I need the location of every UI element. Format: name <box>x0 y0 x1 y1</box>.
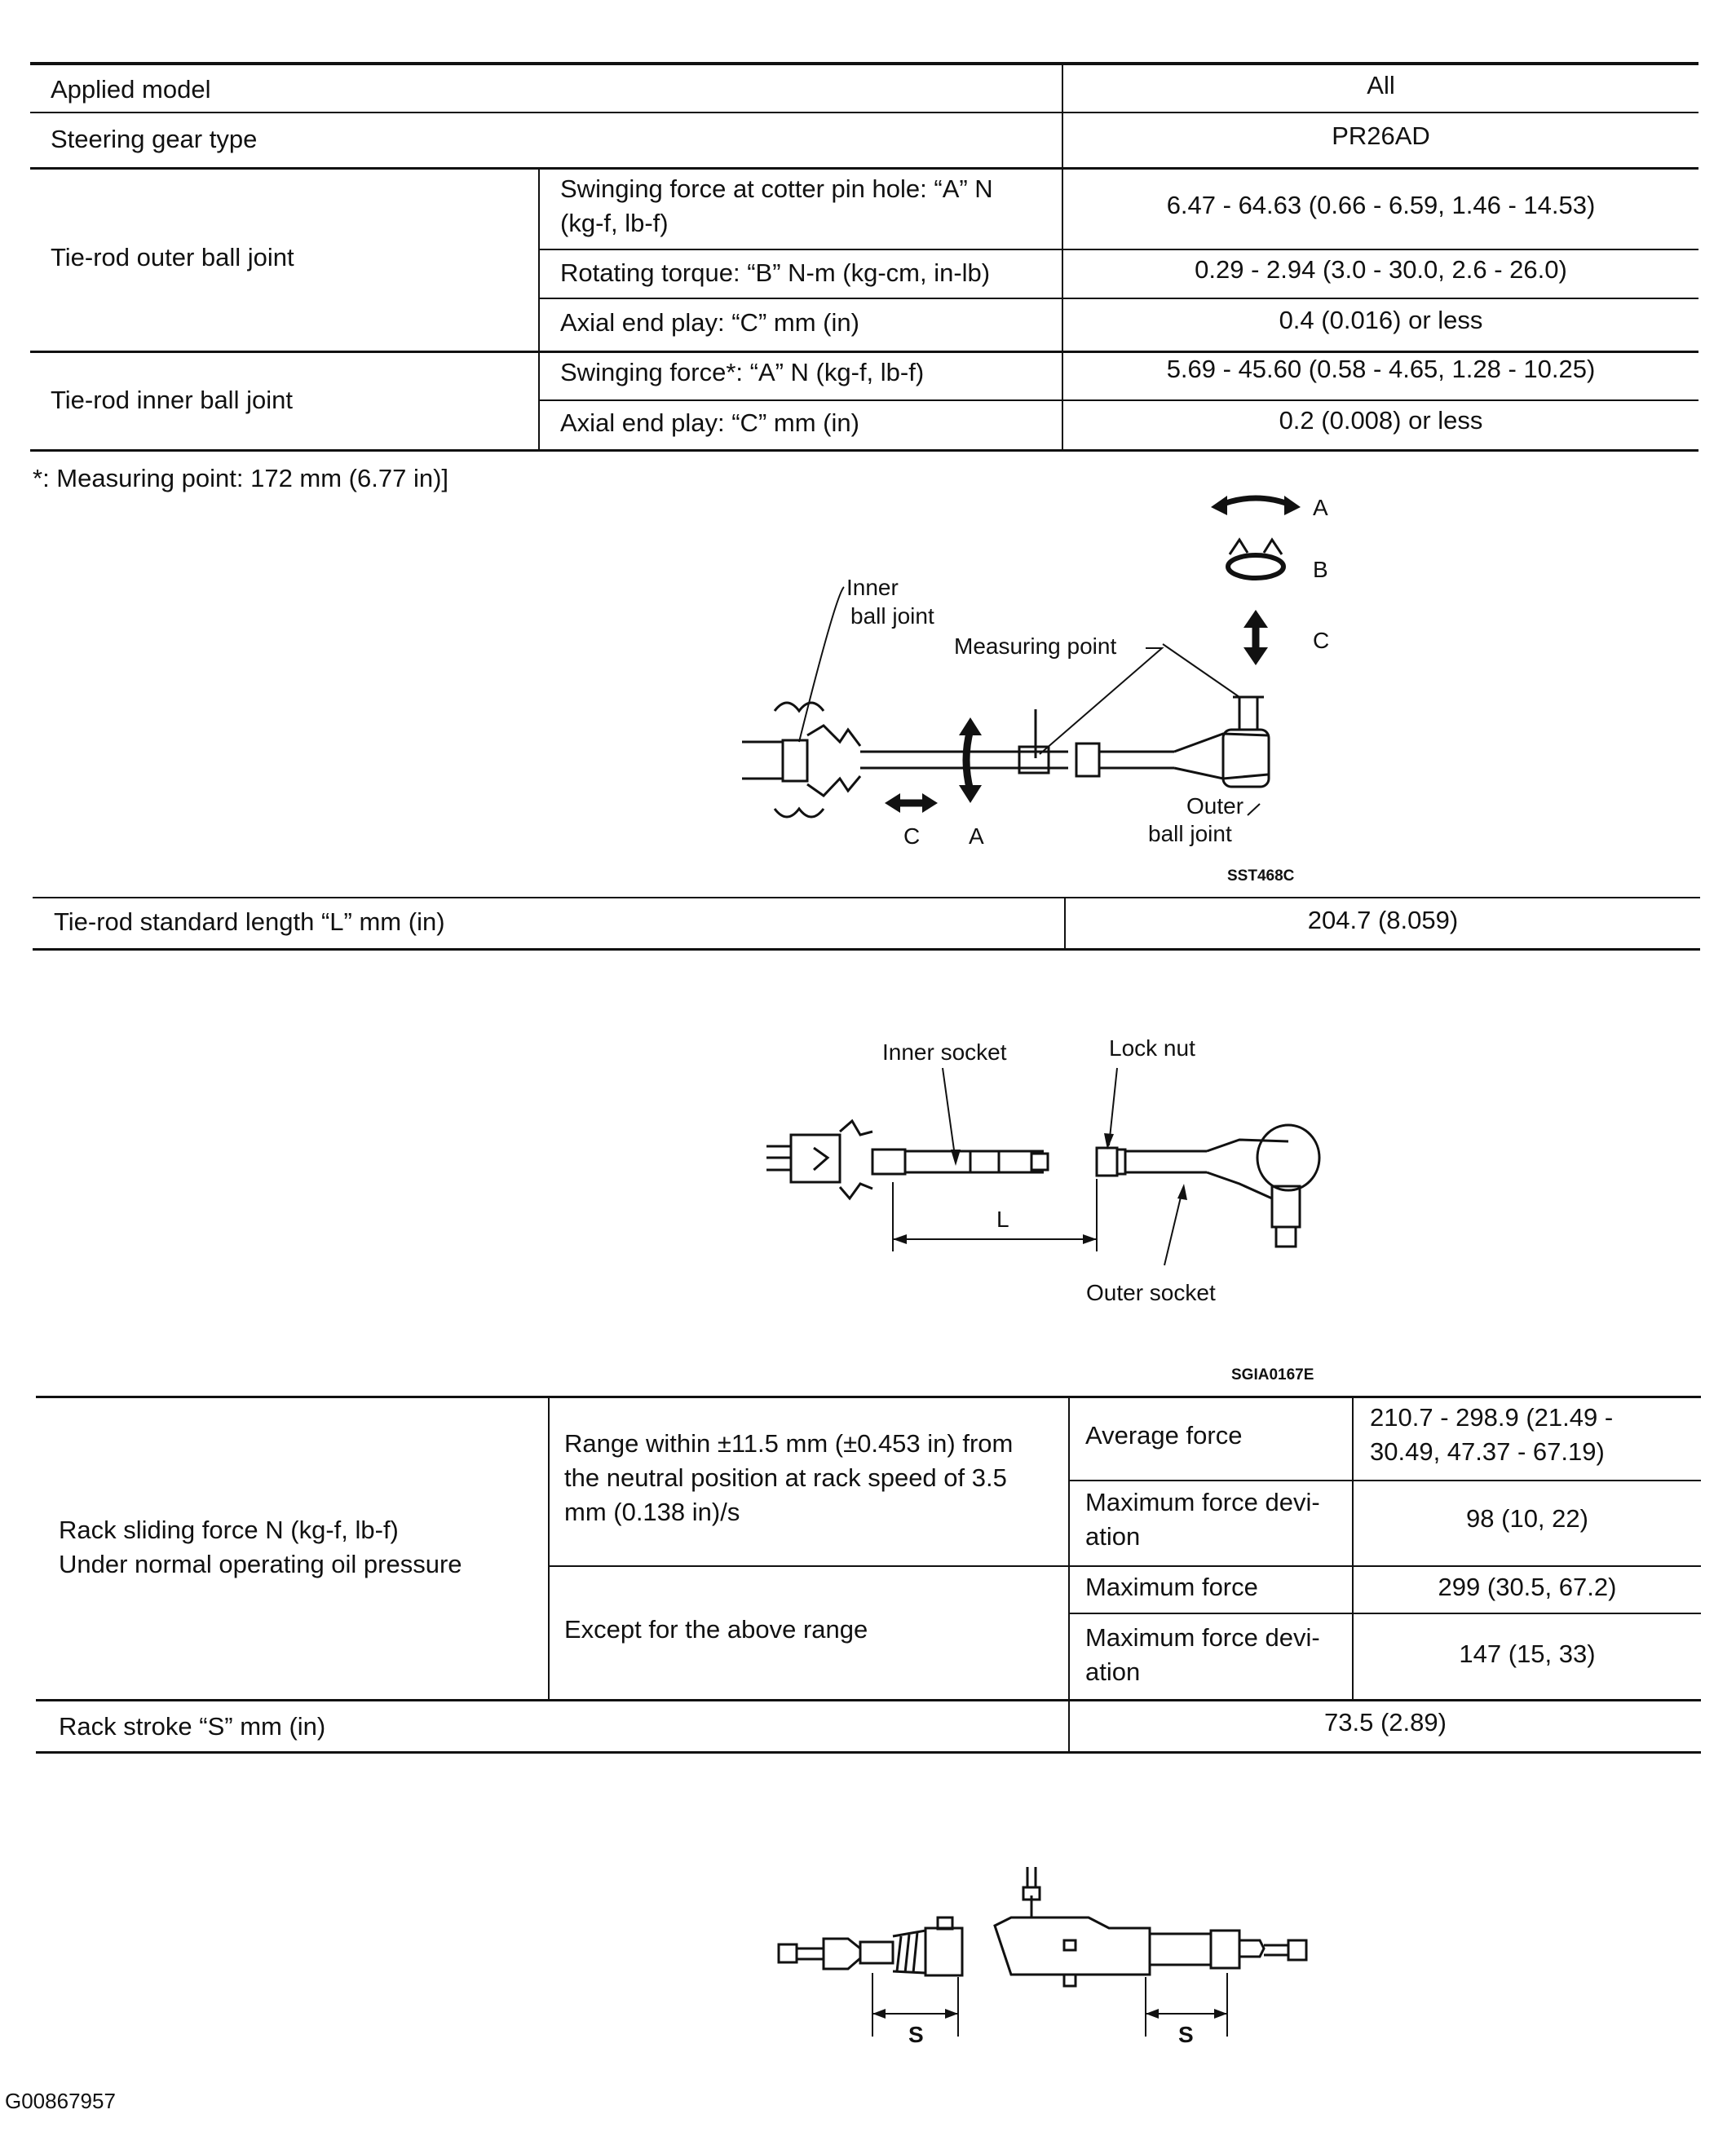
inner-joint-label: Tie-rod inner ball joint <box>51 386 293 414</box>
max-dev-label-line2: ation <box>1085 1522 1141 1551</box>
outer-play-value: 0.4 (0.016) or less <box>1279 306 1483 334</box>
stroke-s-left-label: S <box>908 2022 924 2046</box>
figure1-code: SST468C <box>1227 867 1295 885</box>
applied-model-label: Applied model <box>51 75 211 104</box>
avg-force-value-line2: 30.49, 47.37 - 67.19) <box>1370 1437 1605 1466</box>
avg-force-value-line1: 210.7 - 298.9 (21.49 - <box>1370 1403 1614 1432</box>
label-c: C <box>1313 628 1330 653</box>
inner-socket-label: Inner socket <box>882 1039 1007 1065</box>
rack-stroke-value: 73.5 (2.89) <box>1324 1708 1447 1737</box>
range-label-line2: the neutral position at rack speed of 3.5 <box>564 1463 1007 1492</box>
max-dev2-value: 147 (15, 33) <box>1459 1640 1596 1668</box>
range-label-line3: mm (0.138 in)/s <box>564 1498 740 1526</box>
tie-rod-length-figure <box>750 1035 1337 1386</box>
max-dev-value: 98 (10, 22) <box>1466 1504 1588 1533</box>
applied-model-value: All <box>1367 71 1395 99</box>
outer-torque-value: 0.29 - 2.94 (3.0 - 30.0, 2.6 - 26.0) <box>1195 255 1567 284</box>
avg-force-label: Average force <box>1085 1421 1243 1450</box>
l-dimension-label: L <box>996 1207 1009 1232</box>
range-label-line1: Range within ±11.5 mm (±0.453 in) from <box>564 1429 1014 1458</box>
rack-force-label-line2: Under normal operating oil pressure <box>59 1550 462 1578</box>
inner-swing-value: 5.69 - 45.60 (0.58 - 4.65, 1.28 - 10.25) <box>1166 355 1596 383</box>
document-id: G00867957 <box>5 2089 116 2113</box>
gear-type-label: Steering gear type <box>51 125 258 153</box>
rack-force-label-line1: Rack sliding force N (kg-f, lb-f) <box>59 1516 399 1544</box>
max-dev2-label-line2: ation <box>1085 1657 1141 1686</box>
tie-rod-length-label: Tie-rod standard length “L” mm (in) <box>54 907 445 936</box>
rack-stroke-figure <box>766 1851 1337 2046</box>
max-dev2-label-line1: Maximum force devi- <box>1085 1623 1320 1652</box>
gear-type-value: PR26AD <box>1332 121 1430 150</box>
inner-ball-joint-label-2: ball joint <box>850 603 934 629</box>
inner-play-value: 0.2 (0.008) or less <box>1279 406 1483 435</box>
rack-stroke-label: Rack stroke “S” mm (in) <box>59 1712 326 1741</box>
figure2-code: SGIA0167E <box>1231 1366 1314 1384</box>
measuring-point-label: Measuring point <box>954 633 1117 659</box>
lock-nut-label: Lock nut <box>1109 1035 1195 1061</box>
inner-swing-label: Swinging force*: “A” N (kg-f, lb-f) <box>560 358 925 386</box>
except-range-label: Except for the above range <box>564 1615 868 1644</box>
bottom-c-label: C <box>903 823 921 849</box>
outer-play-label: Axial end play: “C” mm (in) <box>560 308 859 337</box>
label-b: B <box>1313 557 1328 582</box>
max-force-label: Maximum force <box>1085 1573 1258 1601</box>
footnote: *: Measuring point: 172 mm (6.77 in)] <box>33 464 449 492</box>
max-force-value: 299 (30.5, 67.2) <box>1438 1573 1617 1601</box>
outer-swing-value: 6.47 - 64.63 (0.66 - 6.59, 1.46 - 14.53) <box>1166 191 1596 219</box>
outer-ball-joint-label-1: Outer <box>1186 793 1244 819</box>
stroke-s-right-label: S <box>1178 2022 1194 2046</box>
max-dev-label-line1: Maximum force devi- <box>1085 1488 1320 1516</box>
outer-swing-label-line1: Swinging force at cotter pin hole: “A” N <box>560 174 993 203</box>
outer-torque-label: Rotating torque: “B” N-m (kg-cm, in-lb) <box>560 258 991 287</box>
outer-joint-label: Tie-rod outer ball joint <box>51 243 294 271</box>
outer-ball-joint-label-2: ball joint <box>1148 821 1232 846</box>
tie-rod-length-value: 204.7 (8.059) <box>1307 906 1459 934</box>
inner-play-label: Axial end play: “C” mm (in) <box>560 408 859 437</box>
tie-rod-ball-joint-figure <box>718 481 1370 889</box>
outer-swing-label-line2: (kg-f, lb-f) <box>560 209 669 237</box>
bottom-a-label: A <box>969 823 984 849</box>
label-a: A <box>1313 495 1328 520</box>
outer-socket-label: Outer socket <box>1086 1280 1216 1305</box>
inner-ball-joint-label-1: Inner <box>846 575 899 600</box>
